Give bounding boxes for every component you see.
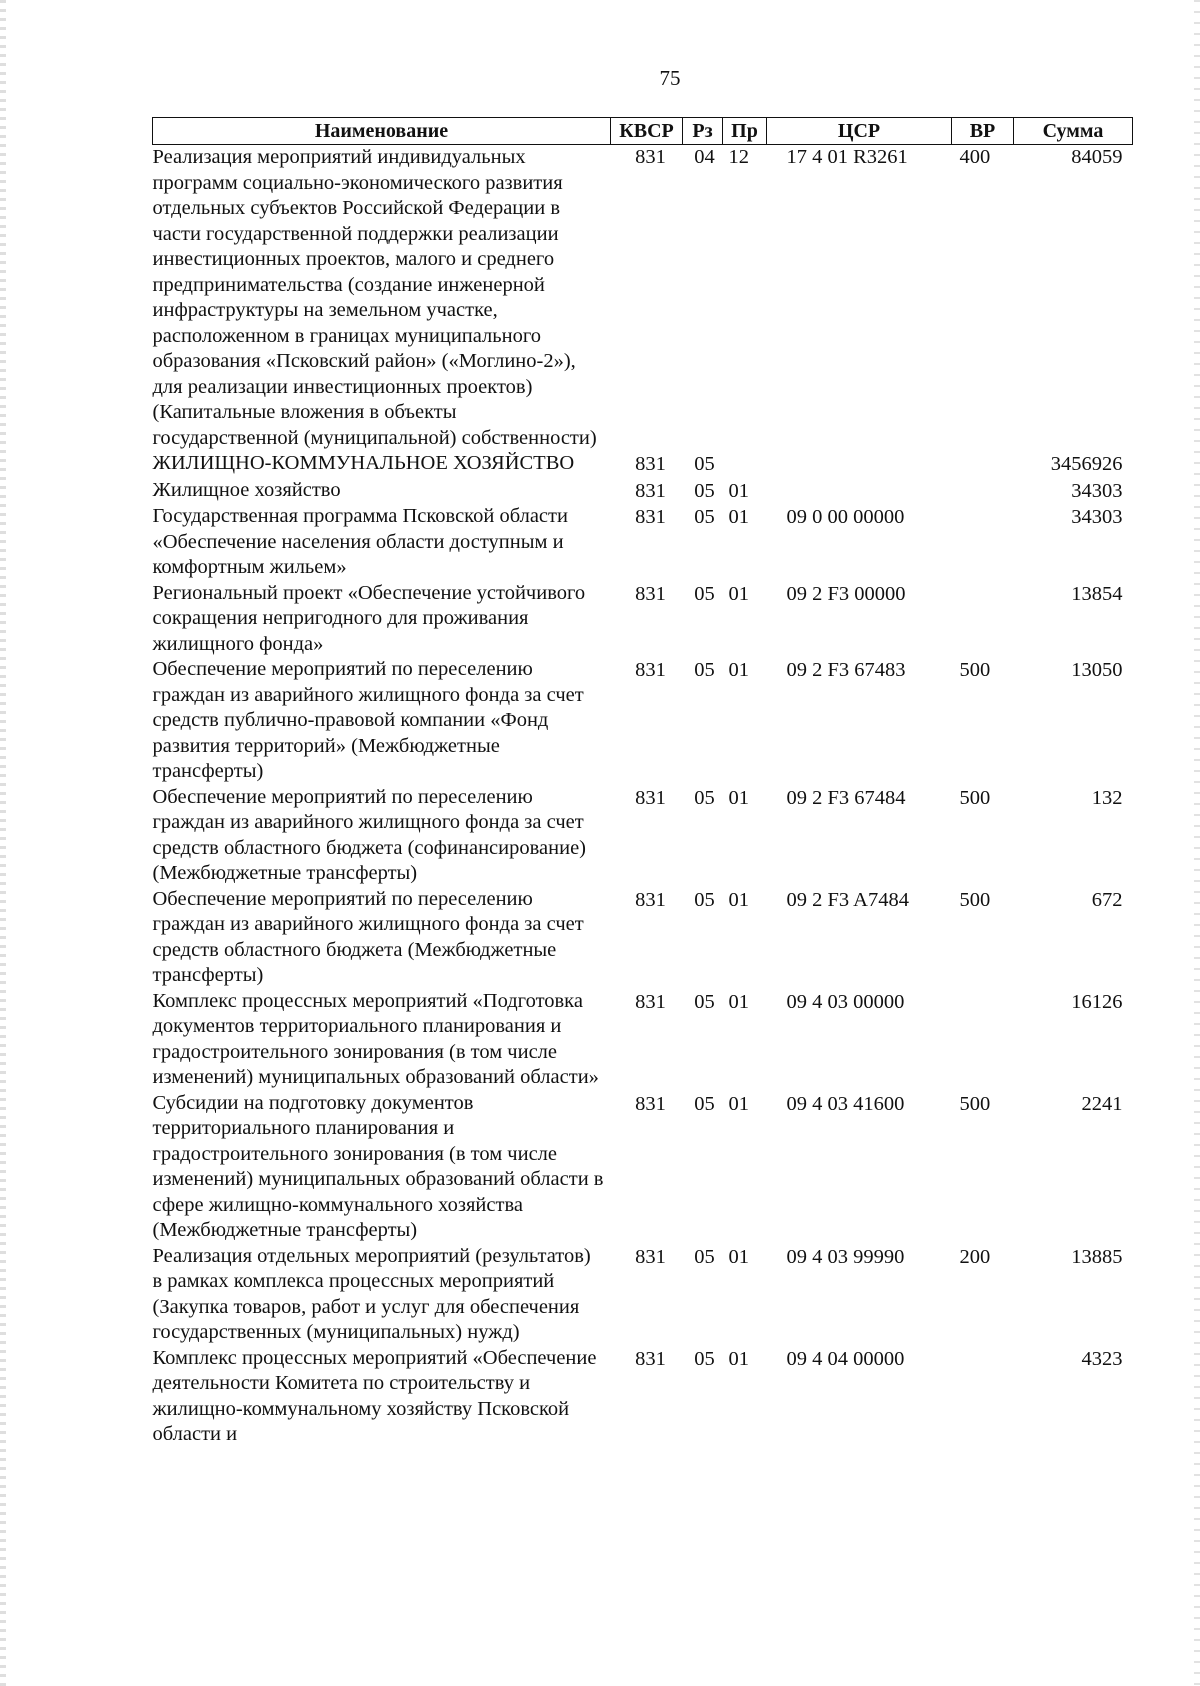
row-rz: 05: [694, 888, 715, 911]
row-name: Реализация мероприятий индивидуальных программ социально-экономического развития отдельных субъектов Российской Федерации в части государственной поддержки реализации инвестиционных проектов, малого и среднего предпринимательства (создание инженерной инфраструктуры на земельном участке, расположенном в границах муниципального образования «Псковский район» («Моглино-2»), для реализации инвестиционных проектов) (Капитальные вложения в объекты государственной (муниципальной) собственности): [152, 146, 597, 449]
header-pr: Пр: [723, 118, 767, 145]
row-kvsr: 831: [635, 506, 666, 528]
table-row: [153, 1346, 1133, 1448]
row-pr: 01: [728, 479, 749, 502]
row-sum: 84059: [1071, 146, 1123, 168]
row-kvsr: 831: [635, 453, 666, 475]
row-pr: 01: [728, 786, 749, 809]
scan-edge-left: [0, 0, 6, 1686]
row-pr: 01: [728, 506, 749, 528]
header-kvsr: КВСР: [611, 118, 683, 145]
row-sum: 672: [1091, 888, 1123, 911]
row-rz: 04: [694, 146, 715, 168]
row-sum: 34303: [1071, 506, 1123, 528]
row-rz: 05: [694, 1347, 715, 1370]
table-header-row: [153, 118, 1133, 145]
row-csr: 09 4 04 00000: [786, 1347, 905, 1370]
row-vr: 500: [959, 888, 991, 911]
row-vr: [952, 989, 1014, 1091]
row-vr: 500: [959, 659, 991, 681]
row-name: Жилищное хозяйство: [152, 478, 341, 501]
row-name: Государственная программа Псковской области «Обеспечение населения области доступным и комфортным жильем»: [152, 505, 568, 578]
row-rz: 05: [694, 1245, 715, 1268]
row-rz: 05: [694, 659, 715, 681]
row-csr: 09 4 03 00000: [786, 990, 905, 1013]
row-csr: 09 2 F3 00000: [786, 582, 906, 605]
row-rz: 05: [694, 479, 715, 502]
row-csr: 09 4 03 99990: [786, 1245, 905, 1268]
table-row: [153, 785, 1133, 887]
row-kvsr: 831: [635, 786, 666, 809]
row-name: Реализация отдельных мероприятий (результатов) в рамках комплекса процессных мероприятий (Закупка товаров, работ и услуг для обеспечения государственных (муниципальных) нужд): [152, 1244, 591, 1343]
row-sum: 13854: [1071, 582, 1123, 605]
row-name: Комплекс процессных мероприятий «Подготовка документов территориального планирования и градостроительного зонирования (в том числе изменений) муниципальных образований области»: [152, 989, 599, 1088]
table-row: [153, 887, 1133, 989]
row-kvsr: 831: [635, 990, 666, 1013]
row-csr: 09 4 03 41600: [786, 1092, 905, 1115]
row-kvsr: 831: [635, 146, 666, 168]
row-name: Обеспечение мероприятий по переселению граждан из аварийного жилищного фонда за счет средств областного бюджета (софинансирование) (Межбюджетные трансферты): [152, 785, 586, 884]
row-sum: 3456926: [1050, 453, 1123, 475]
table-row: [153, 989, 1133, 1091]
row-pr: 12: [728, 146, 749, 168]
row-name: Комплекс процессных мероприятий «Обеспечение деятельности Комитета по строительству и жилищно-коммунальному хозяйству Псковской области и: [152, 1346, 597, 1445]
table-row: [153, 451, 1133, 478]
row-vr: 200: [959, 1245, 991, 1268]
row-csr: 17 4 01 R3261: [786, 146, 908, 168]
budget-table: [152, 117, 1133, 1448]
row-rz: 05: [694, 1092, 715, 1115]
table-row: [153, 581, 1133, 658]
row-sum: 16126: [1071, 990, 1123, 1013]
row-pr: [723, 451, 767, 478]
row-kvsr: 831: [635, 582, 666, 605]
row-csr: 09 2 F3 67484: [786, 786, 906, 809]
row-vr: [952, 478, 1014, 505]
scan-edge-right: [1194, 0, 1200, 1686]
table-row: [153, 657, 1133, 785]
row-kvsr: 831: [635, 888, 666, 911]
header-sum: Сумма: [1014, 118, 1133, 145]
row-kvsr: 831: [635, 479, 666, 502]
row-pr: 01: [728, 582, 749, 605]
row-kvsr: 831: [635, 1092, 666, 1115]
row-csr: 09 0 00 00000: [786, 506, 905, 528]
row-csr: [767, 451, 952, 478]
row-pr: 01: [728, 990, 749, 1013]
row-pr: 01: [728, 1092, 749, 1115]
header-rz: Рз: [683, 118, 723, 145]
row-sum: 13050: [1071, 659, 1123, 681]
row-sum: 132: [1091, 786, 1123, 809]
row-kvsr: 831: [635, 1347, 666, 1370]
row-pr: 01: [728, 888, 749, 911]
row-rz: 05: [694, 786, 715, 809]
table-row: [153, 504, 1133, 581]
row-pr: 01: [728, 1347, 749, 1370]
row-name: Обеспечение мероприятий по переселению граждан из аварийного жилищного фонда за счет средств областного бюджета (Межбюджетные трансферты): [152, 887, 584, 986]
row-vr: [952, 581, 1014, 658]
row-vr: [952, 504, 1014, 581]
row-rz: 05: [694, 990, 715, 1013]
row-rz: 05: [694, 453, 715, 475]
row-pr: 01: [728, 1245, 749, 1268]
row-csr: 09 2 F3 67483: [786, 659, 906, 681]
row-vr: 400: [959, 146, 991, 168]
row-name: Субсидии на подготовку документов территориального планирования и градостроительного зонирования (в том числе изменений) муниципальных образований области в сфере жилищно-коммунального хозяйства (Межбюджетные трансферты): [152, 1091, 604, 1241]
row-vr: 500: [959, 1092, 991, 1115]
table-row: [153, 478, 1133, 505]
row-name: Региональный проект «Обеспечение устойчивого сокращения непригодного для проживания жилищного фонда»: [152, 581, 586, 655]
row-rz: 05: [694, 506, 715, 528]
row-vr: 500: [959, 786, 991, 809]
row-vr: [952, 1346, 1014, 1448]
row-kvsr: 831: [635, 659, 666, 681]
row-sum: 4323: [1081, 1347, 1123, 1370]
row-name: Обеспечение мероприятий по переселению граждан из аварийного жилищного фонда за счет средств публично-правовой компании «Фонд развития территорий» (Межбюджетные трансферты): [152, 658, 584, 782]
table-row: [153, 1244, 1133, 1346]
header-name: Наименование: [153, 118, 611, 145]
header-csr: ЦСР: [767, 118, 952, 145]
page-number: 75: [659, 66, 681, 90]
row-sum: 13885: [1071, 1245, 1123, 1268]
row-kvsr: 831: [635, 1245, 666, 1268]
row-pr: 01: [728, 659, 749, 681]
header-vr: ВР: [952, 118, 1014, 145]
table-row: [153, 1091, 1133, 1244]
row-sum: 2241: [1081, 1092, 1123, 1115]
row-csr: [767, 478, 952, 505]
table-row: [153, 145, 1133, 452]
row-sum: 34303: [1071, 479, 1123, 502]
row-vr: [952, 451, 1014, 478]
row-csr: 09 2 F3 A7484: [786, 888, 909, 911]
row-name: ЖИЛИЩНО-КОММУНАЛЬНОЕ ХОЗЯЙСТВО: [152, 452, 575, 474]
row-rz: 05: [694, 582, 715, 605]
